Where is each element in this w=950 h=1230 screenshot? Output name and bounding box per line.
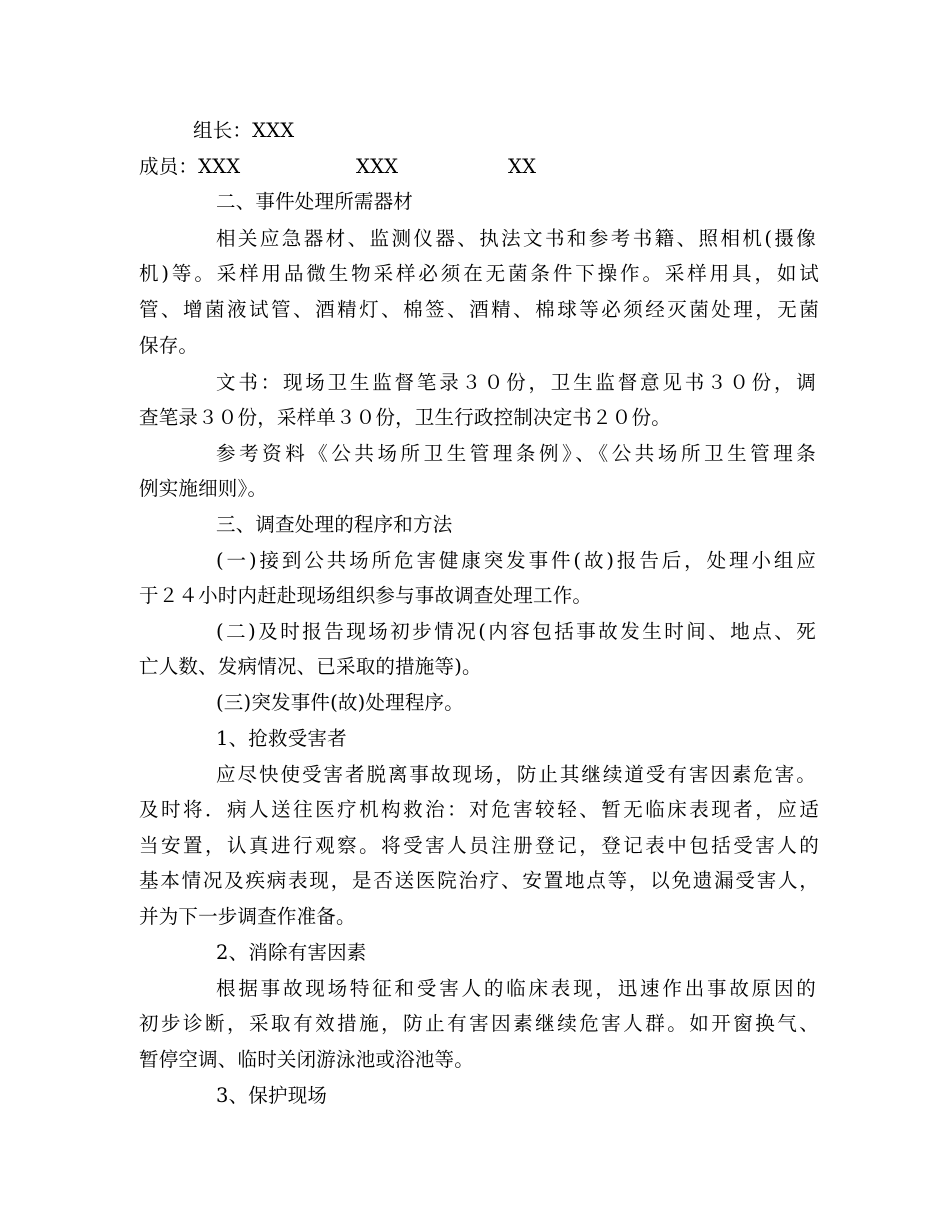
paragraph-line: 亡人数、发病情况、已采取的措施等)。 (139, 655, 482, 678)
paragraph-line: (二)及时报告现场初步情况(内容包括事故发生时间、地点、死 (216, 620, 816, 643)
paragraph-line: 根据事故现场特征和受害人的临床表现，迅速作出事故原因的 (216, 977, 816, 1000)
subheading-protect: 3、保护现场 (216, 1084, 328, 1107)
paragraph-line: 相关应急器材、监测仪器、执法文书和参考书籍、照相机(摄像 (216, 227, 816, 250)
paragraph-line: 管、增菌液试管、酒精灯、棉签、酒精、棉球等必须经灭菌处理，无菌 (139, 298, 819, 321)
paragraph-line: 应尽快使受害者脱离事故现场，防止其继续道受有害因素危害。 (216, 763, 816, 786)
subheading-eliminate: 2、消除有害因素 (216, 941, 367, 964)
paragraph-line: 基本情况及疾病表现，是否送医院治疗、安置地点等，以免遗漏受害人， (139, 869, 819, 892)
member-2: XXX (356, 155, 399, 178)
paragraph-line: 初步诊断，采取有效措施，防止有害因素继续危害人群。如开窗换气、 (139, 1012, 819, 1035)
paragraph-line: (三)突发事件(故)处理程序。 (216, 691, 464, 714)
paragraph-line: 查笔录３０份，采样单３０份，卫生行政控制决定书２０份。 (139, 406, 671, 429)
leader-line: 组长：XXX (193, 119, 295, 142)
paragraph-line: 例实施细则》。 (139, 477, 268, 500)
paragraph-line: 于２４小时内赶赴现场组织参与事故调查处理工作。 (139, 584, 593, 607)
paragraph-line: 及时将．病人送往医疗机构救治：对危害较轻、暂无临床表现者，应适 (139, 798, 819, 821)
paragraph-line: 机)等。采样用品微生物采样必须在无菌条件下操作。采样用具，如试 (139, 262, 819, 285)
members-label: 成员：XXX (139, 155, 241, 178)
subheading-rescue: 1、抢救受害者 (216, 727, 347, 750)
paragraph-line: 保存。 (139, 334, 199, 357)
section-heading-procedure: 三、调查处理的程序和方法 (216, 513, 453, 536)
section-heading-equipment: 二、事件处理所需器材 (216, 190, 414, 213)
paragraph-line: 文书：现场卫生监督笔录３０份，卫生监督意见书３０份，调 (216, 371, 816, 394)
members-line (139, 152, 819, 182)
member-3: XX (508, 155, 537, 178)
paragraph-line: 当安置，认真进行观察。将受害人员注册登记，登记表中包括受害人的 (139, 834, 819, 857)
paragraph-line: 参考资料《公共场所卫生管理条例》、《公共场所卫生管理条 (216, 442, 816, 465)
paragraph-line: 暂停空调、临时关闭游泳池或浴池等。 (139, 1048, 474, 1071)
paragraph-line: (一)接到公共场所危害健康突发事件(故)报告后，处理小组应 (216, 549, 816, 572)
paragraph-line: 并为下一步调查作准备。 (139, 905, 356, 928)
